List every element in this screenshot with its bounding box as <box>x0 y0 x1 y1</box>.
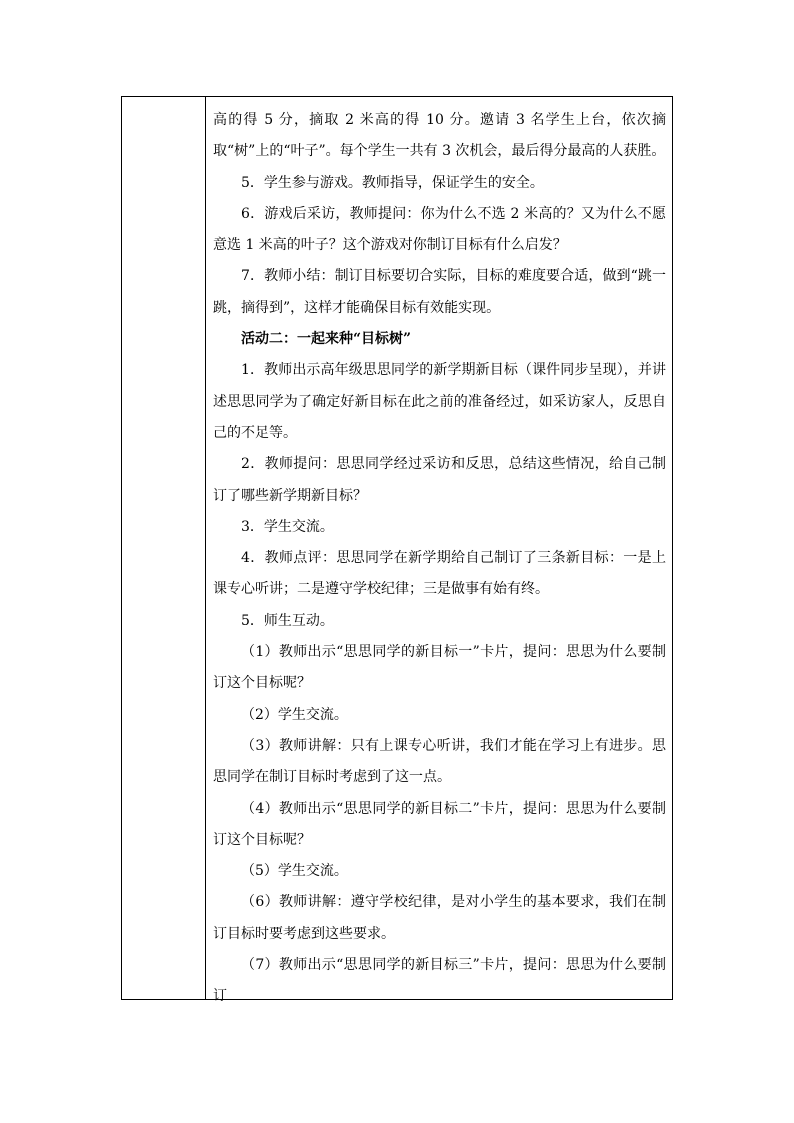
paragraph-substep-7: （7）教师出示“思思同学的新目标三”卡片，提问：思思为什么要制订 <box>213 957 666 1005</box>
paragraph-substep-5: （5）学生交流。 <box>241 863 348 880</box>
paragraph-substep-3: （3）教师讲解：只有上课专心听讲，我们才能在学习上有进步。思思同学在制订目标时考虑到了这一点。 <box>213 737 666 786</box>
activity-2-heading: 活动二：一起来种“目标树” <box>241 331 412 348</box>
paragraph-activity2-step-2: 2．教师提问：思思同学经过采访和反思，总结这些情况，给自己制订了哪些新学期新目标？ <box>213 456 666 504</box>
paragraph-continuation: 高的得 5 分，摘取 2 米高的得 10 分。邀请 3 名学生上台，依次摘取“树”上的“叶子”。每个学生一共有 3 次机会，最后得分最高的人获胜。 <box>213 112 666 160</box>
paragraph-activity2-step-5: 5．师生互动。 <box>241 612 334 629</box>
paragraph-substep-1: （1）教师出示“思思同学的新目标一”卡片，提问：思思为什么要制订这个目标呢？ <box>213 644 666 692</box>
lesson-plan-table <box>121 96 673 1005</box>
paragraph-substep-4: （4）教师出示“思思同学的新目标二”卡片，提问：思思为什么要制订这个目标呢？ <box>213 800 666 848</box>
paragraph-step-6: 6．游戏后采访，教师提问：你为什么不选 2 米高的？又为什么不愿意选 1 米高的叶子？这个游戏对你制订目标有什么启发？ <box>213 205 666 254</box>
table-content-cell <box>213 105 666 1013</box>
paragraph-step-5: 5．学生参与游戏。教师指导，保证学生的安全。 <box>241 174 544 191</box>
paragraph-substep-2: （2）学生交流。 <box>241 706 348 723</box>
table-column-divider <box>205 97 206 999</box>
paragraph-activity2-step-4: 4．教师点评：思思同学在新学期给自己制订了三条新目标：一是上课专心听讲；二是遵守学校纪律；三是做事有始有终。 <box>213 550 666 598</box>
paragraph-step-7: 7．教师小结：制订目标要切合实际，目标的难度要合适，做到“跳一跳，摘得到”，这样才能确保目标有效能实现。 <box>213 268 666 316</box>
paragraph-activity2-step-1: 1．教师出示高年级思思同学的新学期新目标（课件同步呈现），并讲述思思同学为了确定好新目标在此之前的准备经过，如采访家人，反思自己的不足等。 <box>213 362 666 441</box>
paragraph-substep-6: （6）教师讲解：遵守学校纪律，是对小学生的基本要求，我们在制订目标时要考虑到这些要求。 <box>213 894 666 942</box>
paragraph-activity2-step-3: 3．学生交流。 <box>241 518 334 535</box>
table-left-cell <box>122 97 205 999</box>
